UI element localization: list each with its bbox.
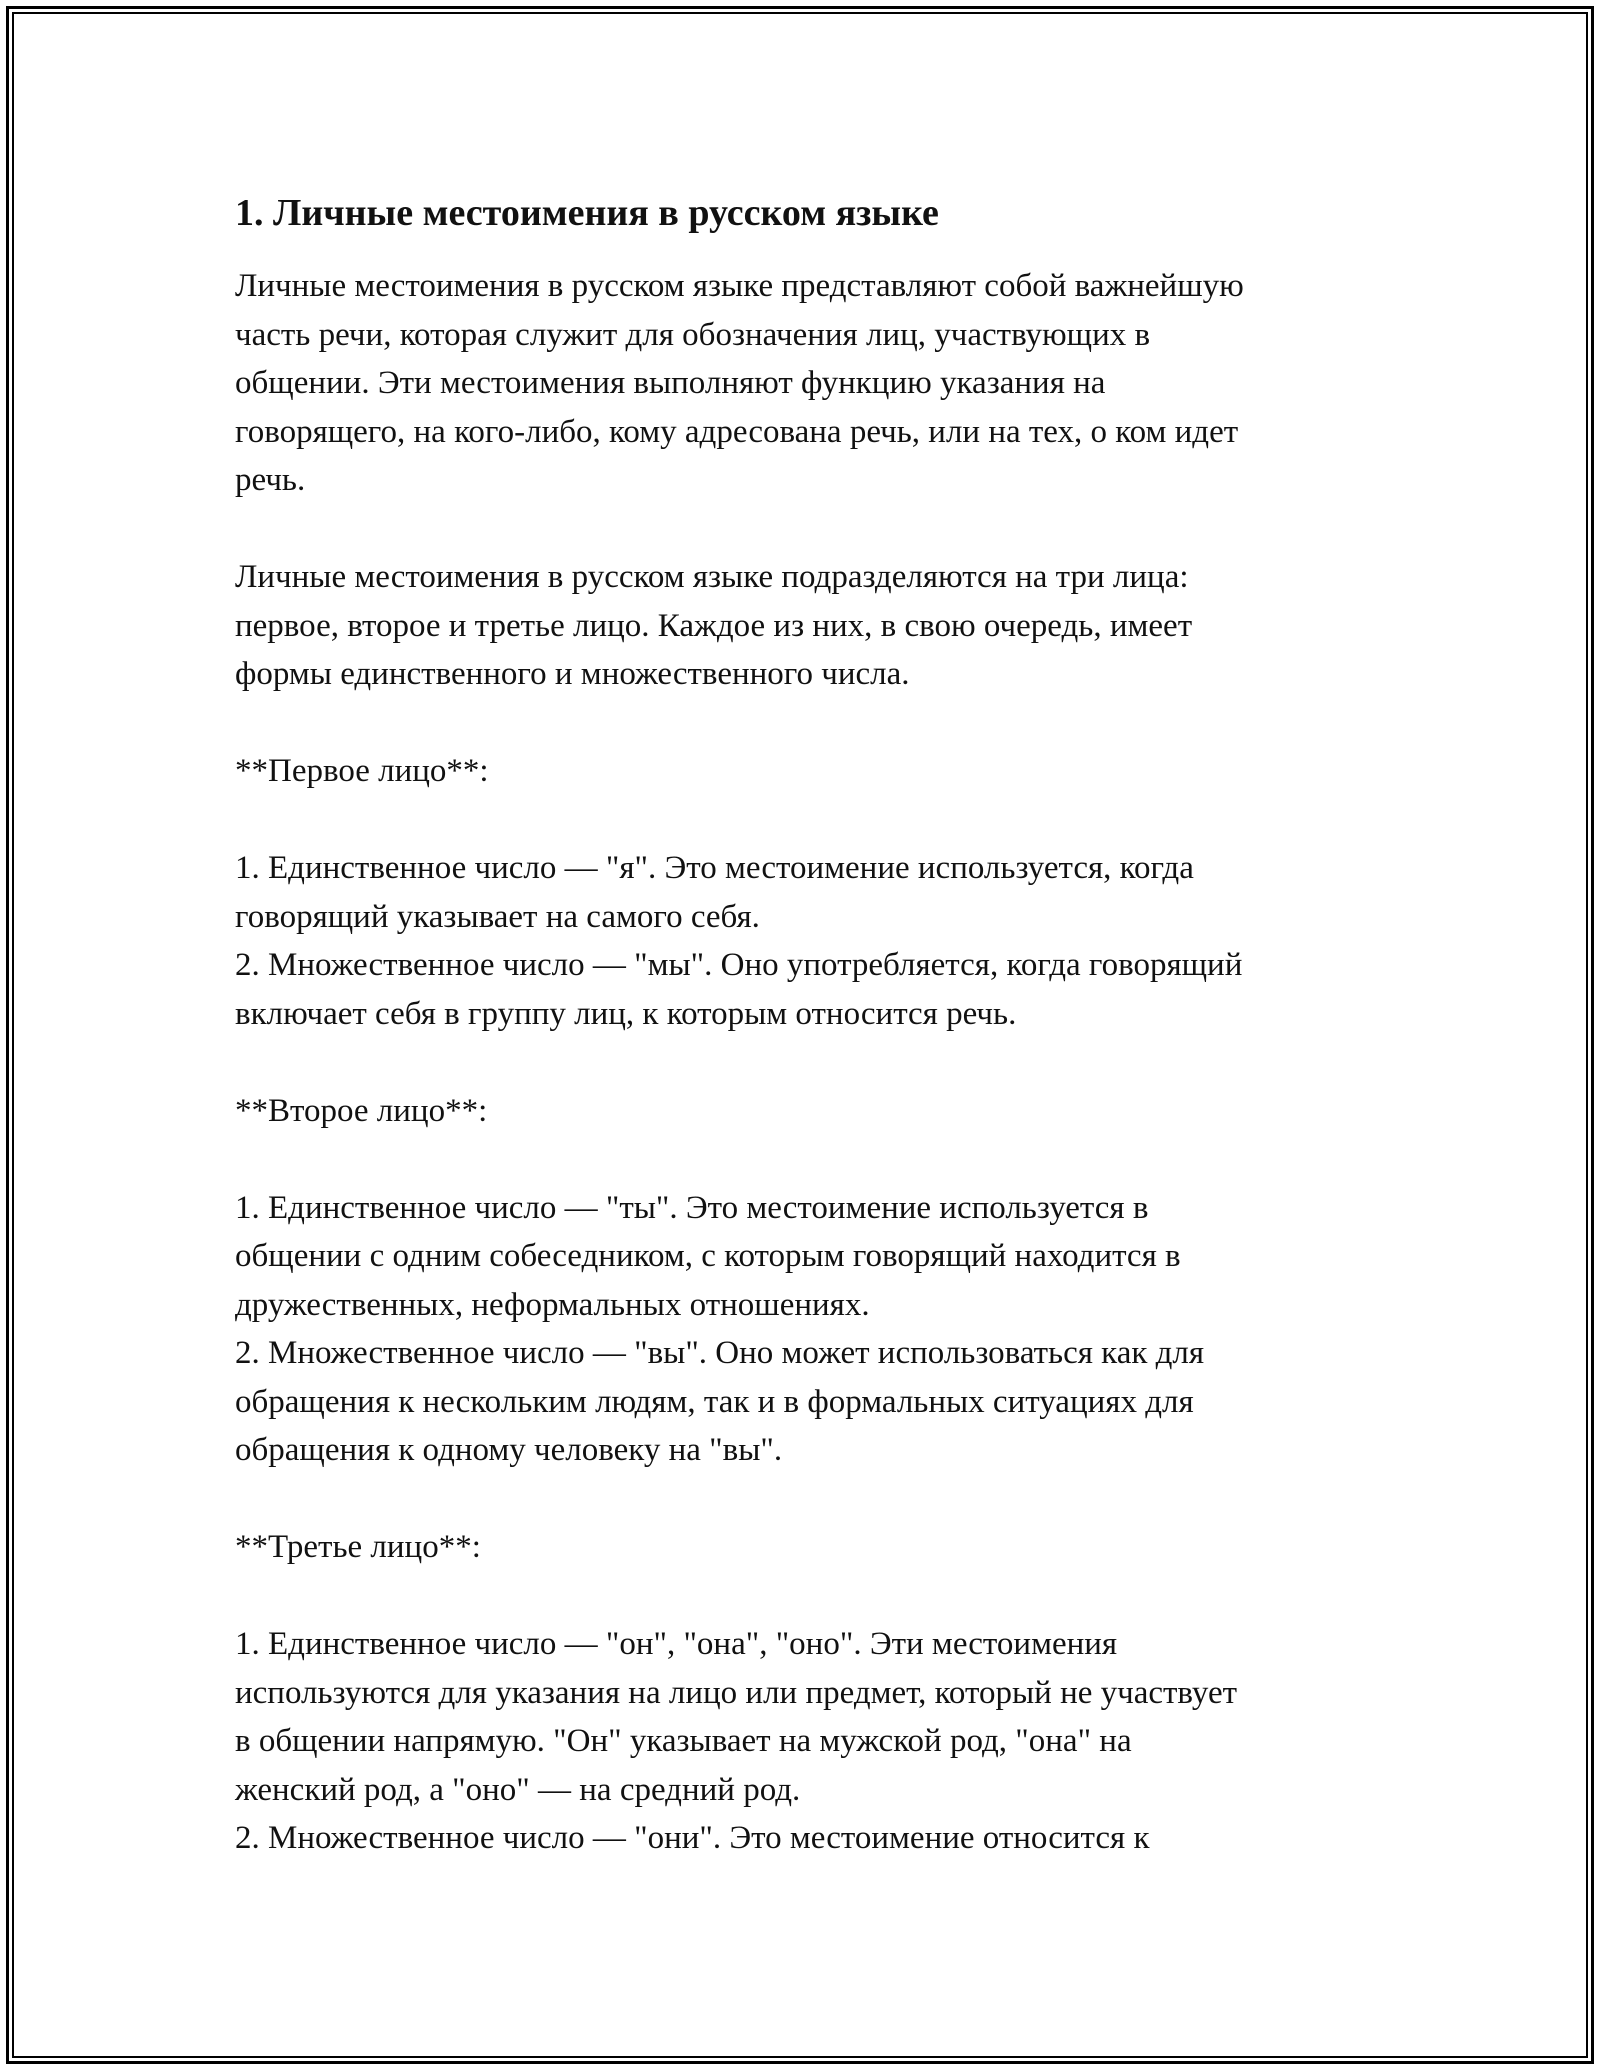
heading-first-person: **Первое лицо**:	[235, 753, 489, 789]
list-first-person: 1. Единственное число — "я". Это местоимение используется, когда говорящий указывает на самого себя. 2. Множественное число — "мы". Оно употребляется, когда говорящий включает себя в группу лиц, к которым относится речь.	[235, 850, 1243, 1032]
paragraph-intro: Личные местоимения в русском языке представляют собой важнейшую часть речи, которая служит для обозначения лиц, участвующих в общении. Эти местоимения выполняют функцию указания на говорящего, на кого-либо, кому адресована речь, или на тех, о ком идет речь.	[235, 268, 1244, 498]
paragraph-spacer	[235, 796, 1385, 845]
list-third-person: 1. Единственное число — "он", "она", "оно". Эти местоимения используются для указания на лицо или предмет, который не участвует в общении напрямую. "Он" указывает на мужской род, "она" на женский род, а "оно" — на средний род. 2. Множественное число — "они". Это местоимение относится к	[235, 1626, 1238, 1856]
paragraph-spacer	[235, 1038, 1385, 1087]
paragraph-spacer	[235, 1135, 1385, 1184]
paragraph-spacer	[235, 699, 1385, 748]
paragraph-spacer	[235, 1572, 1385, 1621]
paragraph-persons-overview: Личные местоимения в русском языке подразделяются на три лица: первое, второе и третье лицо. Каждое из них, в свою очередь, имеет формы единственного и множественного числа.	[235, 559, 1193, 692]
paragraph-spacer	[235, 1475, 1385, 1524]
heading-third-person: **Третье лицо**:	[235, 1529, 481, 1565]
paragraph-spacer	[235, 505, 1385, 554]
document-body	[235, 186, 1385, 1863]
list-second-person: 1. Единственное число — "ты". Это местоимение используется в общении с одним собеседником, с которым говорящий находится в дружественных, неформальных отношениях. 2. Множественное число — "вы". Оно может использоваться как для обращения к нескольким людям, так и в формальных ситуациях для обращения к одному человеку на "вы".	[235, 1189, 1205, 1468]
section-title: 1. Личные местоимения в русском языке	[235, 192, 939, 234]
heading-second-person: **Второе лицо**:	[235, 1092, 488, 1129]
